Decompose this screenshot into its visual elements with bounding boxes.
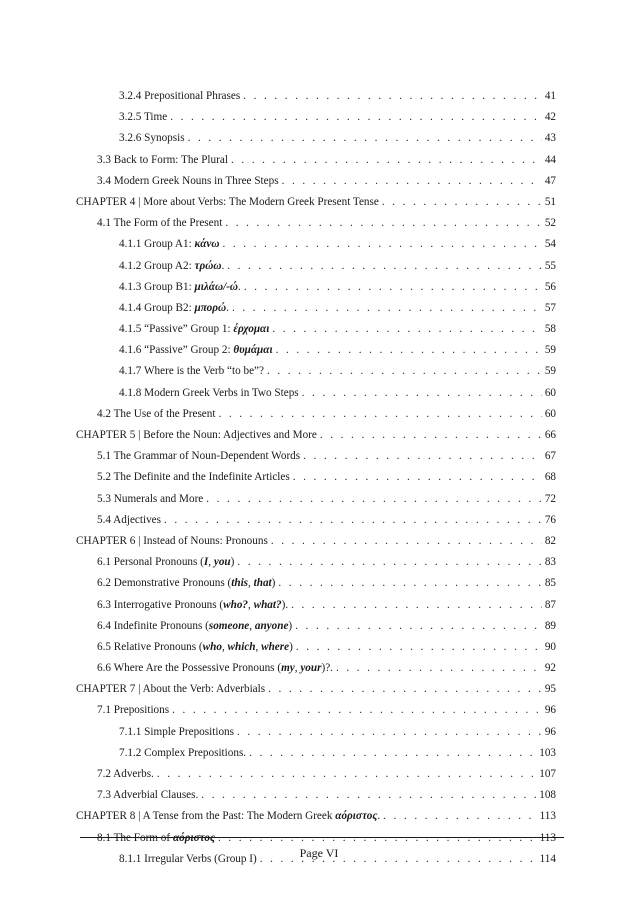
- toc-page-number: 68: [544, 471, 556, 484]
- toc-page-number: 82: [544, 534, 556, 547]
- toc-section-entry[interactable]: [76, 658, 556, 679]
- toc-page-number: 66: [544, 429, 556, 441]
- toc-section-entry[interactable]: [76, 510, 556, 531]
- toc-section-entry[interactable]: [76, 319, 556, 340]
- toc-section-entry[interactable]: [76, 404, 556, 425]
- toc-page-number: 92: [544, 662, 556, 675]
- toc-dot-leader: [268, 679, 542, 700]
- toc-dot-leader: [237, 722, 542, 743]
- toc-chapter-entry[interactable]: [76, 806, 556, 827]
- toc-dot-leader: [188, 128, 542, 149]
- toc-entry-title: 5.2 The Definite and the Indefinite Articles: [97, 471, 290, 484]
- toc-dot-leader: [244, 277, 542, 298]
- page-number: Page VI: [299, 846, 339, 860]
- toc-entry-title: CHAPTER 8 | A Tense from the Past: The Modern Greek αόριστος.: [76, 810, 381, 823]
- toc-section-entry[interactable]: [76, 616, 556, 637]
- toc-dot-leader: [276, 340, 542, 361]
- toc-entry-title: 6.2 Demonstrative Pronouns (this, that): [97, 577, 276, 590]
- toc-dot-leader: [237, 552, 541, 573]
- toc-page-number: 54: [544, 238, 556, 251]
- toc-dot-leader: [278, 573, 541, 594]
- toc-page-number: 95: [544, 683, 556, 696]
- toc-entry-title: 4.1.4 Group B2: μπορώ.: [119, 301, 229, 314]
- footer-divider: [80, 837, 564, 838]
- toc-page-number: 89: [544, 619, 556, 632]
- toc-page-number: 60: [544, 407, 556, 420]
- toc-page-number: 90: [544, 640, 556, 653]
- toc-page-number: 52: [544, 217, 556, 230]
- toc-page-number: 42: [544, 111, 556, 124]
- toc-page-number: 47: [544, 174, 556, 187]
- toc-entry-title: 3.2.6 Synopsis: [119, 132, 185, 145]
- toc-page-number: 103: [539, 746, 556, 759]
- toc-page-number: 58: [544, 323, 556, 336]
- toc-entry-title: CHAPTER 4 | More about Verbs: The Modern Greek Present Tense: [76, 195, 379, 208]
- toc-entry-title: 4.1.7 Where is the Verb “to be”?: [119, 365, 264, 378]
- toc-dot-leader: [267, 361, 542, 382]
- toc-page-number: 67: [544, 450, 556, 463]
- toc-section-entry[interactable]: [76, 277, 556, 298]
- toc-entry-title: 3.2.4 Prepositional Phrases: [119, 90, 241, 102]
- toc-entry-title: 4.2 The Use of the Present: [97, 407, 216, 420]
- toc-entry-title: 5.3 Numerals and More: [97, 492, 204, 505]
- toc-entry-title: 4.1.8 Modern Greek Verbs in Two Steps: [119, 386, 299, 399]
- toc-entry-title: 6.5 Relative Pronouns (who, which, where): [97, 640, 293, 653]
- toc-dot-leader: [383, 806, 536, 827]
- toc-dot-leader: [320, 425, 542, 446]
- toc-page-number: 60: [544, 386, 556, 399]
- toc-section-entry[interactable]: [76, 150, 556, 171]
- toc-section-entry[interactable]: [76, 383, 556, 404]
- toc-dot-leader: [225, 213, 541, 234]
- toc-dot-leader: [172, 700, 542, 721]
- toc-section-entry[interactable]: [76, 467, 556, 488]
- toc-page-number: 56: [544, 280, 556, 293]
- toc-chapter-entry[interactable]: [76, 531, 556, 552]
- toc-entry-title: 8.1.1 Irregular Verbs (Group I): [119, 852, 257, 865]
- toc-page-number: 44: [544, 153, 556, 166]
- toc-entry-title: 5.4 Adjectives: [97, 513, 162, 526]
- toc-page-number: 59: [544, 365, 556, 378]
- toc-page-number: 76: [544, 513, 556, 526]
- toc-entry-title: CHAPTER 7 | About the Verb: Adverbials: [76, 683, 266, 696]
- toc-section-entry[interactable]: [76, 573, 556, 594]
- toc-entry-title: 7.2 Adverbs.: [97, 768, 154, 780]
- toc-entry-title: 4.1.1 Group A1: κάνω: [119, 238, 220, 251]
- toc-section-entry[interactable]: [76, 595, 556, 616]
- toc-entry-title: 6.4 Indefinite Pronouns (someone, anyone): [97, 619, 293, 632]
- toc-entry-title: 4.1 The Form of the Present: [97, 217, 223, 230]
- toc-section-entry[interactable]: [76, 361, 556, 382]
- toc-dot-leader: [201, 785, 536, 806]
- toc-entry-title: 4.1.2 Group A2: τρώω.: [119, 259, 225, 272]
- toc-dot-leader: [272, 319, 541, 340]
- toc-dot-leader: [231, 150, 542, 171]
- toc-dot-leader: [291, 595, 542, 616]
- toc-page-number: 57: [544, 301, 556, 314]
- toc-dot-leader: [302, 383, 542, 404]
- toc-section-entry[interactable]: [76, 700, 556, 721]
- toc-section-entry[interactable]: [76, 489, 556, 510]
- toc-section-entry[interactable]: [76, 785, 556, 806]
- toc-entry-title: 6.3 Interrogative Pronouns (who?, what?).: [97, 598, 289, 611]
- toc-page-number: 83: [544, 556, 556, 569]
- toc-dot-leader: [271, 531, 542, 552]
- toc-page-number: 55: [544, 259, 556, 272]
- toc-dot-leader: [227, 256, 542, 277]
- toc-dot-leader: [336, 658, 542, 679]
- toc-section-entry[interactable]: [76, 637, 556, 658]
- toc-entry-title: 7.1 Prepositions: [97, 704, 170, 717]
- toc-page-number: 41: [544, 90, 556, 102]
- toc-dot-leader: [206, 489, 542, 510]
- toc-dot-leader: [170, 107, 542, 128]
- toc-page-number: 108: [539, 789, 556, 802]
- toc-dot-leader: [295, 616, 542, 637]
- toc-entry-title: 3.3 Back to Form: The Plural: [97, 153, 228, 166]
- toc-section-entry[interactable]: [76, 722, 556, 743]
- toc-dot-leader: [164, 510, 542, 531]
- toc-chapter-entry[interactable]: [76, 425, 556, 446]
- toc-entry-title: 3.2.5 Time: [119, 111, 168, 124]
- toc-dot-leader: [249, 743, 536, 764]
- toc-dot-leader: [293, 467, 542, 488]
- toc-entry-title: 3.4 Modern Greek Nouns in Three Steps: [97, 174, 279, 187]
- toc-entry-title: CHAPTER 6 | Instead of Nouns: Pronouns: [76, 534, 268, 547]
- toc-dot-leader: [157, 764, 536, 785]
- toc-dot-leader: [296, 637, 542, 658]
- toc-entry-title: 4.1.5 “Passive” Group 1: έρχομαι: [119, 323, 270, 336]
- toc-page-number: 113: [539, 810, 556, 823]
- toc-page-number: 72: [544, 492, 556, 505]
- toc-dot-leader: [243, 86, 542, 107]
- toc-section-entry[interactable]: [76, 234, 556, 255]
- toc-section-entry[interactable]: [76, 446, 556, 467]
- toc-dot-leader: [303, 446, 542, 467]
- toc-entry-title: CHAPTER 5 | Before the Noun: Adjectives and More: [76, 429, 317, 441]
- toc-dot-leader: [222, 234, 541, 255]
- toc-section-entry[interactable]: [76, 128, 556, 149]
- toc-section-entry[interactable]: [76, 256, 556, 277]
- toc-entry-title: 4.1.3 Group B1: μιλάω/-ώ.: [119, 280, 241, 293]
- toc-section-entry[interactable]: [76, 743, 556, 764]
- toc-entry-title: 6.1 Personal Pronouns (I, you): [97, 556, 235, 569]
- toc-page-number: 43: [544, 132, 556, 145]
- table-of-contents: [76, 86, 556, 870]
- toc-dot-leader: [232, 298, 542, 319]
- toc-entry-title: 7.1.1 Simple Prepositions: [119, 725, 234, 738]
- toc-entry-title: 4.1.6 “Passive” Group 2: θυμάμαι: [119, 344, 273, 357]
- toc-page-number: 107: [539, 768, 556, 780]
- toc-page-number: 114: [539, 852, 556, 865]
- toc-entry-title: 7.3 Adverbial Clauses.: [97, 789, 199, 802]
- toc-page-number: 51: [544, 195, 556, 208]
- toc-dot-leader: [282, 171, 542, 192]
- toc-section-entry[interactable]: [76, 171, 556, 192]
- toc-entry-title: 5.1 The Grammar of Noun-Dependent Words: [97, 450, 301, 463]
- toc-section-entry[interactable]: [76, 298, 556, 319]
- toc-page-number: 96: [544, 704, 556, 717]
- toc-dot-leader: [382, 192, 542, 213]
- toc-page-number: 96: [544, 725, 556, 738]
- toc-section-entry[interactable]: [76, 340, 556, 361]
- toc-section-entry[interactable]: [76, 552, 556, 573]
- toc-page-number: 85: [544, 577, 556, 590]
- toc-section-entry[interactable]: [76, 213, 556, 234]
- toc-chapter-entry[interactable]: [76, 192, 556, 213]
- toc-page-number: 59: [544, 344, 556, 357]
- toc-chapter-entry[interactable]: [76, 679, 556, 700]
- toc-entry-title: 6.6 Where Are the Possessive Pronouns (my, your)?.: [97, 662, 333, 675]
- toc-section-entry[interactable]: [76, 86, 556, 107]
- toc-entry-title: 7.1.2 Complex Prepositions.: [119, 746, 247, 759]
- toc-section-entry[interactable]: [76, 764, 556, 785]
- toc-section-entry[interactable]: [76, 107, 556, 128]
- toc-dot-leader: [218, 404, 541, 425]
- toc-page-number: 87: [544, 598, 556, 611]
